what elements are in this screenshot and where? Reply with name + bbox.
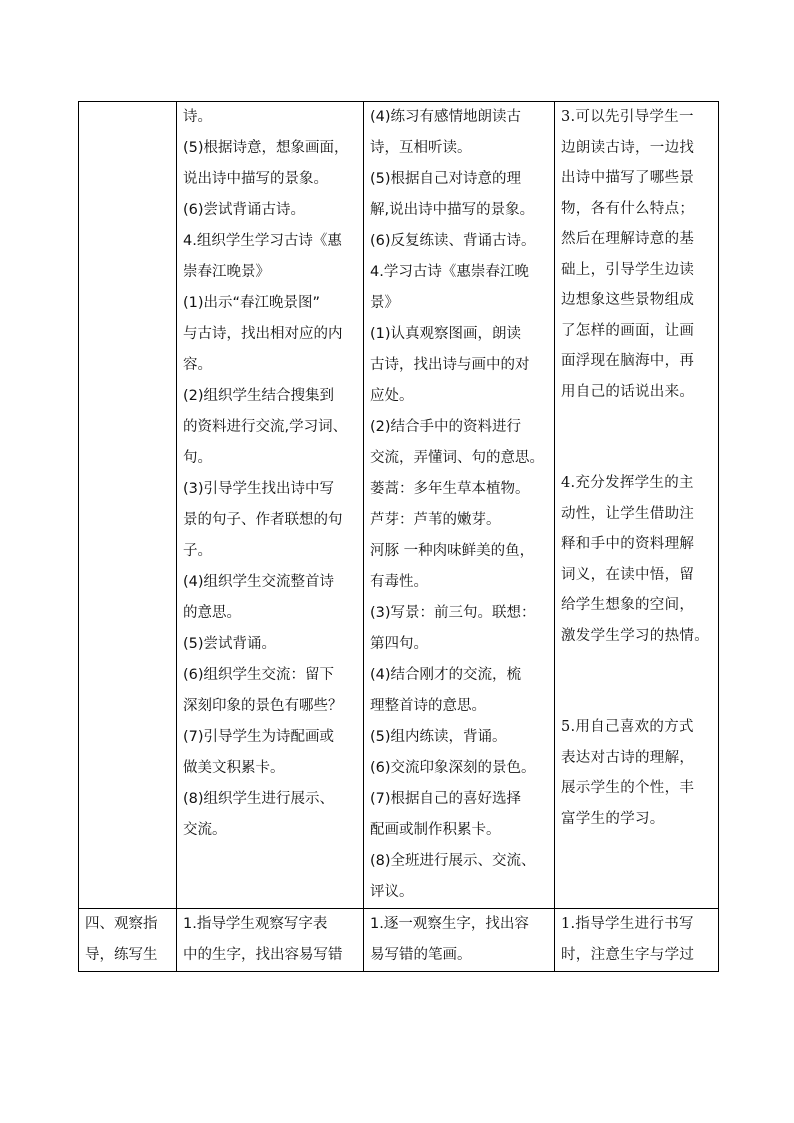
- text-line: (5)尝试背诵。: [183, 636, 277, 652]
- text-line: 础上，引导学生边读: [561, 261, 695, 278]
- text-line: 交流。: [183, 822, 227, 838]
- text-line: 景》: [370, 295, 399, 311]
- text-line: 易写错的笔画。: [370, 947, 472, 963]
- text-line: (8)组织学生进行展示、: [183, 791, 335, 807]
- text-line: 解,说出诗中描写的景象。: [370, 202, 535, 218]
- text-line: 导，练写生: [85, 947, 158, 963]
- text-line: 面浮现在脑海中，再: [561, 353, 695, 369]
- text-line: 5.用自己喜欢的方式: [561, 719, 694, 735]
- text-line: (6)尝试背诵古诗。: [183, 202, 306, 218]
- spacer: [561, 651, 714, 682]
- text-line: (2)结合手中的资料进行: [370, 419, 522, 435]
- text-line: 边想象这些景物组成: [561, 292, 695, 308]
- text-line: 4.充分发挥学生的主: [561, 475, 694, 491]
- design-intent-cell: [555, 102, 719, 909]
- student-activity-cell: [364, 909, 555, 972]
- text-line: 物，各有什么特点；: [561, 200, 695, 217]
- text-line: 然后在理解诗意的基: [561, 231, 695, 247]
- text-line: 容。: [183, 357, 212, 373]
- spacer: [561, 438, 714, 469]
- text-line: (1)认真观察图画，朗读: [370, 326, 522, 342]
- text-line: 评议。: [370, 884, 414, 900]
- text-line: 蒌蒿：多年生草本植物。: [370, 481, 530, 497]
- text-line: 说出诗中描写的景象。: [183, 171, 328, 187]
- text-line: 理整首诗的意思。: [370, 698, 486, 714]
- text-line: 表达对古诗的理解，: [561, 749, 695, 766]
- text-line: 3.可以先引导学生一: [561, 109, 694, 125]
- text-line: 四、观察指: [85, 916, 158, 932]
- design-intent-cell: [555, 909, 719, 972]
- text-line: 给学生想象的空间，: [561, 597, 695, 613]
- stage-cell: [79, 102, 177, 909]
- text-line: 1.逐一观察生字，找出容: [370, 916, 529, 932]
- text-line: 景的句子、作者联想的句: [183, 512, 343, 528]
- text-line: (8)全班进行展示、交流、: [370, 853, 536, 869]
- text-line: 富学生的学习。: [561, 810, 665, 827]
- text-line: (2)组织学生结合搜集到: [183, 388, 335, 404]
- text-line: 诗，互相听读。: [370, 140, 472, 156]
- text-line: 子。: [183, 543, 212, 559]
- text-line: 中的生字，找出容易写错: [183, 947, 343, 963]
- text-line: 诗。: [183, 109, 212, 125]
- text-line: (5)根据诗意，想象画面，: [183, 140, 349, 156]
- text-line: 1.指导学生观察写字表: [183, 916, 328, 932]
- text-line: (6)交流印象深刻的景色。: [370, 760, 536, 776]
- lesson-plan-table: [78, 101, 719, 972]
- text-line: 边朗读古诗，一边找: [561, 139, 695, 156]
- table-row: [79, 909, 719, 972]
- text-line: (3)写景：前三句。联想：: [370, 605, 536, 621]
- text-line: 激发学生学习的热情。: [561, 627, 709, 644]
- text-line: 用自己的话说出来。: [561, 383, 695, 400]
- text-line: 芦芽：芦苇的嫩芽。: [370, 512, 501, 528]
- student-activity-cell: [364, 102, 555, 909]
- text-line: 配画或制作积累卡。: [370, 822, 501, 838]
- text-line: 深刻印象的景色有哪些？: [183, 698, 343, 714]
- text-line: (4)组织学生交流整首诗: [183, 574, 335, 590]
- text-line: 与古诗，找出相对应的内: [183, 326, 343, 342]
- text-line: (6)组织学生交流：留下: [183, 667, 335, 683]
- text-line: 4.组织学生学习古诗《惠: [183, 233, 342, 249]
- text-line: 展示学生的个性，丰: [561, 780, 695, 796]
- text-line: 4.学习古诗《惠崇春江晚: [370, 264, 529, 280]
- text-line: (3)引导学生找出诗中写: [183, 481, 335, 497]
- spacer: [561, 682, 714, 713]
- text-line: (4)结合刚才的交流，梳: [370, 667, 522, 683]
- text-line: 1.指导学生进行书写: [561, 916, 694, 932]
- text-line: (6)反复练读、背诵古诗。: [370, 233, 536, 249]
- text-line: 有毒性。: [370, 574, 428, 590]
- text-line: 崇春江晚景》: [183, 264, 270, 280]
- text-line: 交流，弄懂词、句的意思。: [370, 450, 544, 466]
- text-line: (7)引导学生为诗配画或: [183, 729, 335, 745]
- text-line: 动性，让学生借助注: [561, 505, 695, 522]
- table-row: [79, 102, 719, 909]
- text-line: (5)组内练读，背诵。: [370, 729, 507, 745]
- text-line: 句。: [183, 450, 212, 466]
- text-line: 的资料进行交流,学习词、: [183, 419, 348, 435]
- spacer: [561, 407, 714, 438]
- teacher-activity-cell: [177, 102, 364, 909]
- text-line: 应处。: [370, 388, 414, 404]
- teacher-activity-cell: [177, 909, 364, 972]
- text-line: 出诗中描写了哪些景: [561, 170, 695, 186]
- stage-cell: [79, 909, 177, 972]
- text-line: 的意思。: [183, 605, 241, 621]
- text-line: 释和手中的资料理解: [561, 536, 695, 552]
- text-line: 词义，在读中悟，留: [561, 566, 695, 583]
- text-line: 做美文积累卡。: [183, 760, 285, 776]
- text-line: (4)练习有感情地朗读古: [370, 109, 522, 125]
- text-line: 古诗，找出诗与画中的对: [370, 357, 530, 373]
- text-line: 第四句。: [370, 636, 428, 652]
- text-line: 时，注意生字与学过: [561, 946, 695, 963]
- text-line: (7)根据自己的喜好选择: [370, 791, 522, 807]
- text-line: (1)出示“春江晚景图”: [183, 295, 321, 311]
- text-line: 河豚 一种肉味鲜美的鱼，: [370, 543, 535, 559]
- text-line: 了怎样的画面，让画: [561, 322, 695, 339]
- text-line: (5)根据自己对诗意的理: [370, 171, 522, 187]
